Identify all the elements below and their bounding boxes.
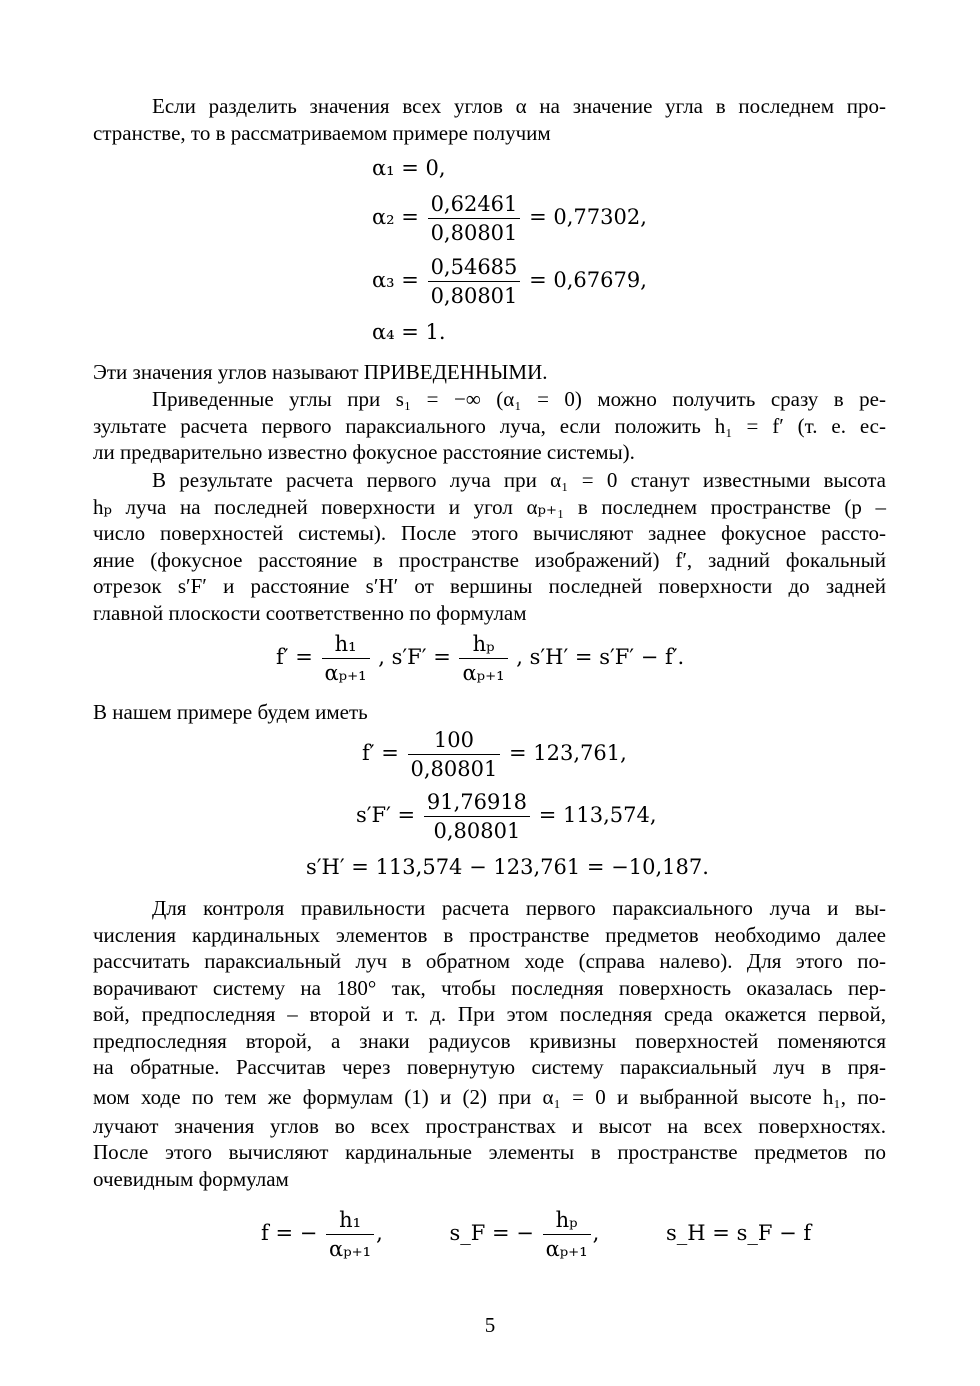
- paragraph-3-line-3: число поверхностей системы). После этого вычисляют заднее фокусное рассто-: [93, 521, 886, 545]
- focal-formulas: [276, 630, 684, 687]
- paragraph-2-line-2: зультате расчета первого параксиального луча, если положить h₁ = f′ (т. е. ес-: [93, 413, 886, 438]
- alpha-2-numerator: 0,62461: [430, 192, 518, 216]
- focal-f-numerator: h₁: [334, 632, 357, 656]
- intro-line-1: Если разделить значения всех углов α на значение угла в последнем про-: [152, 94, 886, 118]
- paragraph-4-line-6: предпоследняя второй, а знаки радиусов кривизны поверхностей поменяются: [93, 1028, 886, 1053]
- example-sf-numerator: 91,76918: [426, 790, 528, 814]
- object-f-lhs: f = −: [261, 1221, 318, 1245]
- reduced-angles-sentence: [93, 359, 886, 386]
- paragraph-2: [93, 386, 886, 466]
- focal-sf-fraction: [459, 630, 507, 687]
- object-sh-formula: s_H = s_F − f: [666, 1221, 812, 1245]
- paragraph-4: [93, 895, 886, 1192]
- focal-f-lhs: f′ =: [276, 645, 313, 669]
- alpha-1-equation: α₁ = 0,: [372, 156, 446, 180]
- alpha-3-denominator: 0,80801: [428, 281, 521, 310]
- focal-sf-denominator: αₚ₊₁: [459, 658, 507, 687]
- object-sf-fraction: [543, 1206, 591, 1263]
- example-intro: [93, 699, 886, 726]
- paragraph-3-line-6: главной плоскости соответственно по формулам: [93, 600, 527, 625]
- example-sf-denominator: 0,80801: [424, 816, 530, 845]
- alpha-4-equation: α₄ = 1.: [372, 320, 446, 344]
- focal-f-fraction: [322, 630, 370, 687]
- paragraph-3-line-1: В результате расчета первого луча при α₁ = 0 станут известными высота: [152, 468, 886, 492]
- example-f-equation: [362, 726, 627, 783]
- paragraph-2-line-3: ли предварительно известно фокусное расстояние системы).: [93, 440, 635, 464]
- object-space-formulas: f = − $\frac{\text{h₁}}{\text{αₚ₊₁}}$ , s_F = − $\frac{\text{hₚ}}{\text{αₚ₊₁}}$ , s_H = s_F − f: [261, 1208, 812, 1261]
- paragraph-4-line-7: на обратные. Рассчитав через повернутую систему параксиальный луч в пря-: [93, 1055, 886, 1079]
- example-sf-lhs: s′F′ =: [356, 803, 416, 827]
- object-sf-lhs: s_F = −: [449, 1221, 534, 1245]
- paragraph-2-line-1: Приведенные углы при s₁ = −∞ (α₁ = 0) можно получить сразу в ре-: [152, 387, 886, 411]
- focal-sh-formula: , s′H′ = s′F′ − f′.: [516, 645, 685, 669]
- paragraph-4-line-3: рассчитать параксиальный луч в обратном ходе (справа налево). Для этого по-: [93, 949, 886, 973]
- alpha-3-numerator: 0,54685: [430, 255, 518, 279]
- intro-paragraph: [93, 93, 886, 146]
- alpha-3-equation: [372, 253, 647, 310]
- focal-sf-numerator: hₚ: [472, 632, 495, 656]
- example-sf-rhs: = 113,574,: [538, 803, 657, 827]
- alpha-2-denominator: 0,80801: [428, 218, 521, 247]
- page-number: 5: [484, 1313, 496, 1337]
- object-sf-numerator: hₚ: [555, 1208, 578, 1232]
- object-sf-denominator: αₚ₊₁: [543, 1234, 591, 1263]
- example-f-fraction: [408, 726, 501, 783]
- paragraph-4-line-8: мом ходе по тем же формулам (1) и (2) при α₁ = 0 и выбранной высоте h₁, по-: [93, 1084, 886, 1109]
- example-intro-text: В нашем примере будем иметь: [93, 700, 368, 724]
- paragraph-4-line-1: Для контроля правильности расчета первого параксиального луча и вы-: [152, 896, 886, 920]
- paragraph-3: [93, 467, 886, 626]
- alpha-3-rhs: = 0,67679,: [529, 268, 647, 292]
- paragraph-4-line-5: вой, предпоследняя – второй и т. д. При этом последняя среда окажется первой,: [93, 1002, 886, 1026]
- alpha-3-fraction: [428, 253, 521, 310]
- focal-sf-lhs: , s′F′ =: [378, 645, 451, 669]
- example-sh-equation: s′H′ = 113,574 − 123,761 = −10,187.: [306, 855, 709, 879]
- object-f-fraction: [326, 1206, 374, 1263]
- paragraph-3-line-4: яние (фокусное расстояние в пространстве изображений) f′, задний фокальный: [93, 547, 886, 572]
- paragraph-4-line-4: ворачивают систему на 180° так, чтобы последняя поверхность оказалась пер-: [93, 975, 886, 1000]
- alpha-2-fraction: [428, 190, 521, 247]
- paragraph-3-line-5: отрезок s′F′ и расстояние s′H′ от вершины последней поверхности до задней: [93, 574, 886, 598]
- paragraph-3-line-2: hₚ луча на последней поверхности и угол αₚ₊₁ в последнем пространстве (p –: [93, 494, 886, 519]
- example-f-denominator: 0,80801: [408, 754, 501, 783]
- alpha-3-lhs: α₃ =: [372, 268, 419, 292]
- paragraph-4-line-9: лучают значения углов во всех пространствах и высот на всех поверхностях.: [93, 1113, 886, 1138]
- alpha-2-lhs: α₂ =: [372, 205, 419, 229]
- reduced-angles-text: Эти значения углов называют ПРИВЕДЕННЫМИ.: [93, 360, 548, 384]
- paragraph-4-line-11: очевидным формулам: [93, 1166, 289, 1191]
- intro-line-2: странстве, то в рассматриваемом примере получим: [93, 120, 551, 145]
- alpha-2-equation: [372, 190, 647, 247]
- object-f-denominator: αₚ₊₁: [326, 1234, 374, 1263]
- paragraph-4-line-2: числения кардинальных элементов в пространстве предметов необходимо далее: [93, 922, 886, 947]
- focal-f-denominator: αₚ₊₁: [322, 658, 370, 687]
- example-f-numerator: 100: [433, 728, 474, 752]
- example-sf-equation: [356, 788, 657, 845]
- example-f-rhs: = 123,761,: [509, 741, 627, 765]
- object-f-numerator: h₁: [339, 1208, 362, 1232]
- paragraph-4-line-10: После этого вычисляют кардинальные элементы в пространстве предметов по: [93, 1140, 886, 1164]
- alpha-2-rhs: = 0,77302,: [529, 205, 647, 229]
- example-f-lhs: f′ =: [362, 741, 399, 765]
- example-sf-fraction: [424, 788, 530, 845]
